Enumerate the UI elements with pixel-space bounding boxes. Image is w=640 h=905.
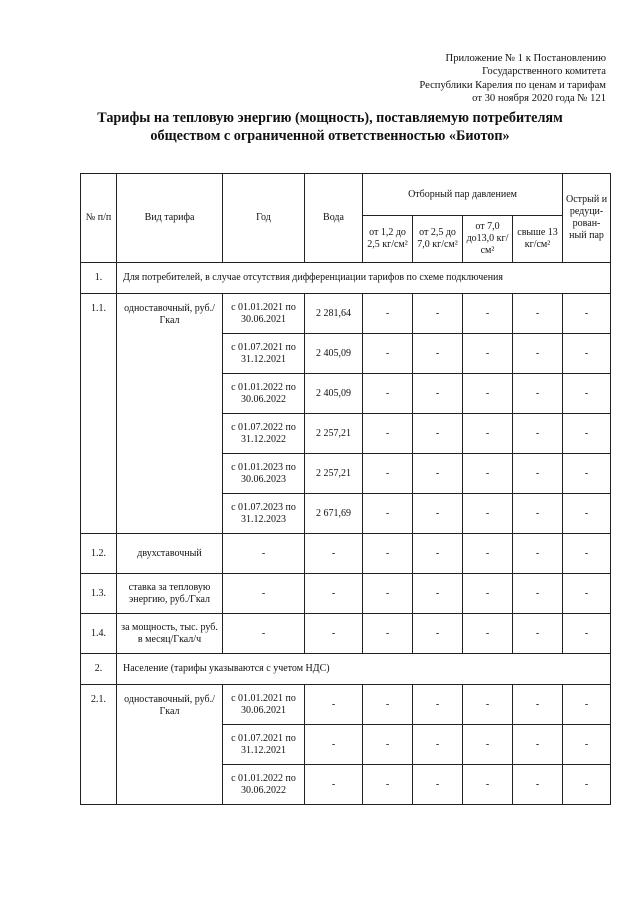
header-p1: от 1,2 до 2,5 кг/см² [363, 216, 413, 263]
dash-cell: - [413, 334, 463, 374]
period-cell: с 01.07.2022 по 31.12.2022 [223, 414, 305, 454]
table-row [81, 685, 611, 725]
section-row [81, 654, 611, 685]
dash-cell: - [463, 374, 513, 414]
period-cell: с 01.01.2021 по 30.06.2021 [223, 685, 305, 725]
dash-cell: - [563, 534, 611, 574]
dash-cell: - [413, 294, 463, 334]
table-row [81, 614, 611, 654]
dash-cell: - [513, 534, 563, 574]
dash-cell: - [363, 414, 413, 454]
dash-cell: - [463, 294, 513, 334]
dash-cell: - [305, 765, 363, 805]
appendix-note [419, 52, 606, 106]
dash-cell: - [305, 685, 363, 725]
water-value: 2 257,21 [305, 414, 363, 454]
dash-cell: - [363, 454, 413, 494]
dash-cell: - [563, 765, 611, 805]
dash-cell: - [563, 334, 611, 374]
row-type: ставка за тепловую энергию, руб./Гкал [117, 574, 223, 614]
dash-cell: - [363, 374, 413, 414]
tariff-table [80, 173, 611, 805]
section-num: 2. [81, 654, 117, 685]
dash-cell: - [413, 414, 463, 454]
dash-cell: - [363, 765, 413, 805]
dash-cell: - [563, 685, 611, 725]
row-num: 1.4. [81, 614, 117, 654]
row-type: двухставочный [117, 534, 223, 574]
period-cell: с 01.07.2021 по 31.12.2021 [223, 334, 305, 374]
period-cell: с 01.01.2021 по 30.06.2021 [223, 294, 305, 334]
dash-cell: - [413, 765, 463, 805]
dash-cell: - [513, 374, 563, 414]
dash-cell: - [513, 494, 563, 534]
dash-cell: - [363, 725, 413, 765]
appendix-line: Государственного комитета [482, 66, 606, 78]
dash-cell: - [413, 574, 463, 614]
dash-cell: - [513, 725, 563, 765]
period-cell: с 01.07.2023 по 31.12.2023 [223, 494, 305, 534]
appendix-line: Приложение № 1 к Постановлению [445, 53, 606, 64]
dash-cell: - [463, 725, 513, 765]
row-num: 1.2. [81, 534, 117, 574]
header-sharp-steam: Острый и редуци-рован-ный пар [563, 174, 611, 263]
title-line: Тарифы на тепловую энергию (мощность), поставляемую потребителям [97, 110, 563, 126]
row-type: одноставочный, руб./Гкал [117, 685, 223, 805]
dash-cell: - [463, 414, 513, 454]
section-text: Для потребителей, в случае отсутствия дифференциации тарифов по схеме подключения [117, 263, 611, 294]
header-steam: Отборный пар давлением [363, 174, 563, 216]
title-line: обществом с ограниченной ответственностью «Биотоп» [150, 127, 510, 144]
dash-cell: - [463, 765, 513, 805]
dash-cell: - [563, 454, 611, 494]
dash-cell: - [513, 614, 563, 654]
dash-cell: - [363, 534, 413, 574]
dash-cell: - [463, 685, 513, 725]
dash-cell: - [363, 294, 413, 334]
dash-cell: - [363, 685, 413, 725]
dash-cell: - [305, 614, 363, 654]
appendix-line: от 30 ноября 2020 года № 121 [472, 93, 606, 105]
dash-cell: - [463, 534, 513, 574]
dash-cell: - [413, 494, 463, 534]
section-text: Население (тарифы указываются с учетом НДС) [117, 654, 611, 685]
dash-cell: - [463, 574, 513, 614]
dash-cell: - [413, 534, 463, 574]
dash-cell: - [413, 374, 463, 414]
dash-cell: - [363, 334, 413, 374]
header-water: Вода [305, 174, 363, 263]
water-value: 2 671,69 [305, 494, 363, 534]
header-type: Вид тарифа [117, 174, 223, 263]
header-p4: свыше 13 кг/см² [513, 216, 563, 263]
table-row [81, 534, 611, 574]
dash-cell: - [463, 334, 513, 374]
section-num: 1. [81, 263, 117, 294]
water-value: 2 257,21 [305, 454, 363, 494]
dash-cell: - [563, 374, 611, 414]
row-type: за мощность, тыс. руб. в месяц/Гкал/ч [117, 614, 223, 654]
table-row [81, 294, 611, 334]
period-cell: с 01.01.2022 по 30.06.2022 [223, 374, 305, 414]
dash-cell: - [363, 614, 413, 654]
dash-cell: - [223, 534, 305, 574]
section-row [81, 263, 611, 294]
appendix-line: Республики Карелия по ценам и тарифам [419, 79, 606, 91]
dash-cell: - [513, 454, 563, 494]
header-p3: от 7,0 до13,0 кг/см² [463, 216, 513, 263]
dash-cell: - [463, 494, 513, 534]
dash-cell: - [413, 725, 463, 765]
dash-cell: - [305, 725, 363, 765]
water-value: 2 405,09 [305, 334, 363, 374]
dash-cell: - [513, 294, 563, 334]
dash-cell: - [563, 414, 611, 454]
dash-cell: - [413, 685, 463, 725]
table-row [81, 574, 611, 614]
row-type: одноставочный, руб./Гкал [117, 294, 223, 534]
period-cell: с 01.01.2022 по 30.06.2022 [223, 765, 305, 805]
dash-cell: - [413, 454, 463, 494]
dash-cell: - [563, 725, 611, 765]
row-num: 1.3. [81, 574, 117, 614]
dash-cell: - [513, 574, 563, 614]
row-num: 2.1. [81, 685, 117, 805]
dash-cell: - [223, 574, 305, 614]
dash-cell: - [563, 574, 611, 614]
dash-cell: - [305, 574, 363, 614]
header-p2: от 2,5 до 7,0 кг/см² [413, 216, 463, 263]
dash-cell: - [413, 614, 463, 654]
water-value: 2 281,64 [305, 294, 363, 334]
document-title [60, 110, 600, 145]
dash-cell: - [513, 334, 563, 374]
period-cell: с 01.01.2023 по 30.06.2023 [223, 454, 305, 494]
dash-cell: - [223, 614, 305, 654]
dash-cell: - [563, 614, 611, 654]
dash-cell: - [513, 765, 563, 805]
dash-cell: - [513, 414, 563, 454]
row-num: 1.1. [81, 294, 117, 534]
water-value: 2 405,09 [305, 374, 363, 414]
dash-cell: - [463, 614, 513, 654]
dash-cell: - [363, 574, 413, 614]
header-row [81, 174, 611, 216]
dash-cell: - [463, 454, 513, 494]
dash-cell: - [563, 494, 611, 534]
dash-cell: - [513, 685, 563, 725]
period-cell: с 01.07.2021 по 31.12.2021 [223, 725, 305, 765]
dash-cell: - [305, 534, 363, 574]
dash-cell: - [563, 294, 611, 334]
header-num: № п/п [81, 174, 117, 263]
header-year: Год [223, 174, 305, 263]
dash-cell: - [363, 494, 413, 534]
